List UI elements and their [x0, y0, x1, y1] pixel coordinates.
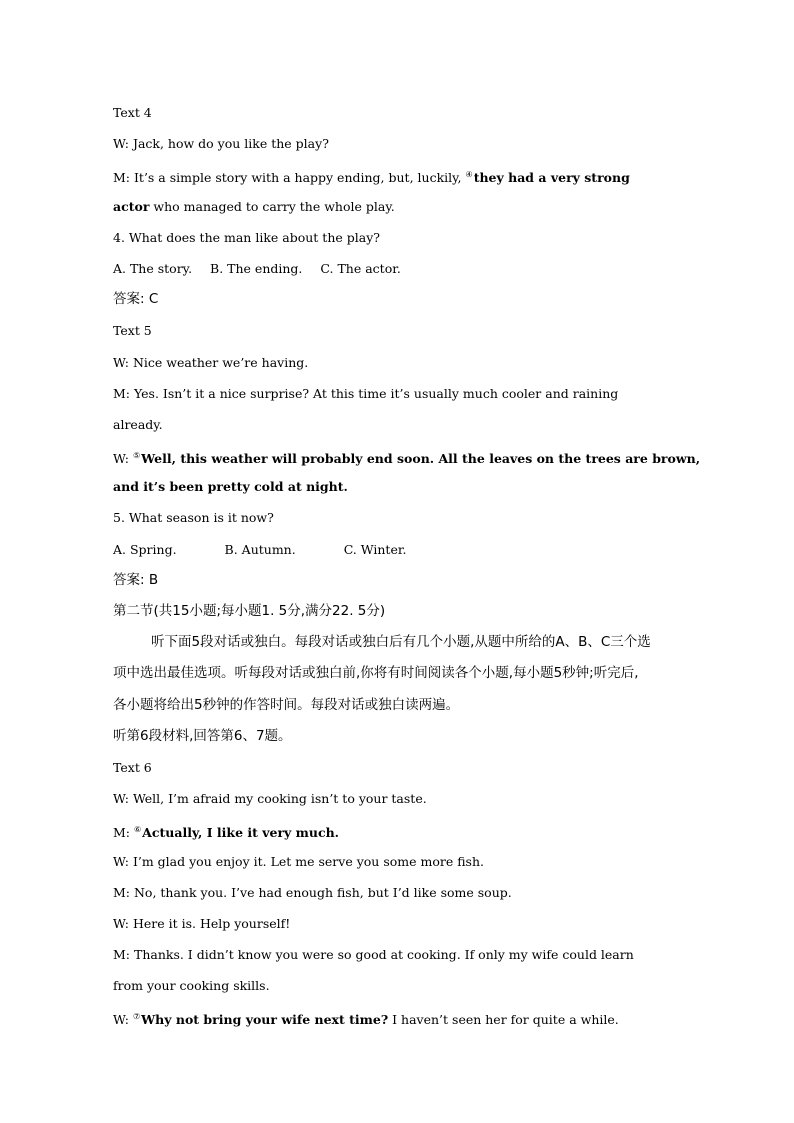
section2-instruction-line3: 各小题将给出5秒钟的作答时间。每段对话或独白读两遍。 — [113, 696, 460, 713]
text6-w4-prefix: W: — [113, 1012, 129, 1028]
text4-m1-prefix: M: It’s a simple story with a happy ending, but, luckily, — [113, 170, 462, 186]
document-page — [113, 97, 701, 1033]
section2-instruction-line1: 听下面5段对话或独白。每段对话或独白后有几个小题,从题中所给的A、B、C三个选 — [151, 634, 651, 651]
text4-m1 — [113, 159, 681, 190]
text4-m1-cont-rest: who managed to carry the whole play. — [149, 198, 395, 214]
text5-answer: 答案: B — [113, 571, 159, 588]
text4-heading: Text 4 — [113, 105, 152, 120]
circled-number-4-icon: ④ — [465, 170, 473, 180]
text4-answer: 答案: C — [113, 291, 159, 308]
text4-w1: W: Jack, how do you like the play? — [113, 136, 329, 152]
text4-question: 4. What does the man like about the play? — [113, 229, 380, 245]
text6-m1-prefix: M: — [113, 825, 131, 841]
text5-m1-line1: M: Yes. Isn’t it a nice surprise? At this time it’s usually much cooler and raining — [113, 385, 619, 401]
text6-m3-line1: M: Thanks. I didn’t know you were so good at cooking. If only my wife could learn — [113, 947, 634, 963]
text4-option-a: A. The story. — [113, 260, 193, 276]
text5-w2-prefix: W: — [113, 451, 129, 467]
text5-option-a: A. Spring. — [113, 541, 177, 557]
text6-m2: M: No, thank you. I’ve had enough fish, but I’d like some soup. — [113, 884, 512, 900]
text6-heading: Text 6 — [113, 759, 152, 775]
text6-m1 — [113, 814, 681, 845]
text6-m1-bold: Actually, I like it very much. — [142, 825, 340, 841]
text5-option-c: C. Winter. — [343, 541, 407, 557]
text4-option-c: C. The actor. — [320, 260, 401, 276]
text6-w4 — [113, 1001, 681, 1032]
text4-option-b: B. The ending. — [210, 260, 303, 276]
text6-m3-line2: from your cooking skills. — [113, 978, 270, 994]
text6-w4-bold: Why not bring your wife next time? — [141, 1012, 389, 1028]
text6-w3: W: Here it is. Help yourself! — [113, 915, 291, 931]
text6-w1: W: Well, I’m afraid my cooking isn’t to your taste. — [113, 791, 427, 807]
text5-options — [113, 534, 681, 565]
circled-number-5-icon: ⑤ — [132, 451, 141, 461]
text5-heading: Text 5 — [113, 323, 152, 339]
text6-w2: W: I’m glad you enjoy it. Let me serve you some more fish. — [113, 853, 484, 869]
section2-instruction-line2: 项中选出最佳选项。听每段对话或独白前,你将有时间阅读各个小题,每小题5秒钟;听完后, — [113, 665, 639, 682]
section2-material-note: 听第6段材料,回答第6、7题。 — [113, 727, 292, 744]
text5-w2-bold-line2: and it’s been pretty cold at night. — [113, 479, 348, 495]
text6-w4-rest: I haven’t seen her for quite a while. — [388, 1012, 619, 1028]
text5-m1-line2: already. — [113, 416, 163, 432]
text5-w2-bold-line1: Well, this weather will probably end soon. All the leaves on the trees are brown, — [141, 451, 701, 467]
text4-m1-bold: they had a very strong — [473, 170, 630, 186]
text5-w1: W: Nice weather we’re having. — [113, 354, 309, 370]
text4-m1-continuation — [113, 191, 681, 222]
text4-m1-cont-bold: actor — [113, 198, 150, 214]
text5-question: 5. What season is it now? — [113, 510, 274, 526]
text5-option-b: B. Autumn. — [224, 541, 296, 557]
circled-number-7-icon: ⑦ — [132, 1012, 141, 1022]
circled-number-6-icon: ⑥ — [134, 825, 142, 835]
section2-title: 第二节(共15小题;每小题1. 5分,满分22. 5分) — [113, 603, 386, 619]
text5-w2 — [113, 440, 701, 471]
text4-options — [113, 253, 681, 284]
